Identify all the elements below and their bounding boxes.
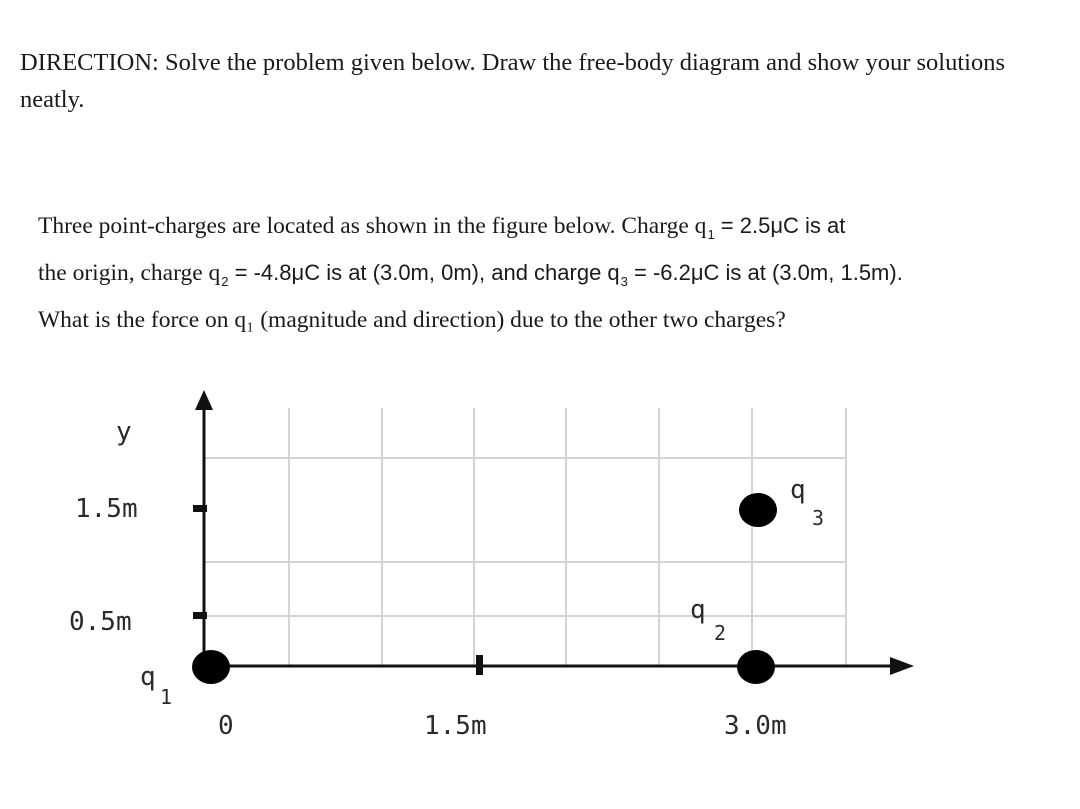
svg-text:q: q [690, 595, 706, 625]
problem-line3: What is the force on q₁ (magnitude and direction) due to the other two charges? [38, 307, 786, 333]
svg-text:3: 3 [812, 506, 825, 530]
direction-instructions: DIRECTION: Solve the problem given below. Draw the free-body diagram and show your solutions neatly. [20, 49, 1006, 113]
problem-line2: the origin, charge $q_2 = -4.8\mu C$ is at (3.0m, 0m), and charge $q_3 = -6.2\mu C$ is at (3.0m, 1.5m). [38, 260, 903, 289]
grid-lines [204, 408, 846, 666]
charge-q1-dot [192, 650, 230, 684]
x-tick-1-5m [476, 655, 483, 675]
charge-q2-dot [737, 650, 775, 684]
charge-q1-label [140, 662, 172, 709]
charge-q3-label [790, 475, 824, 530]
y-tick-0-5m [193, 612, 207, 619]
svg-text:1: 1 [160, 685, 173, 709]
y-tick-label-0-5m: 0.5m [69, 607, 132, 637]
y-axis-arrow [195, 390, 213, 410]
y-axis-label: y [116, 417, 132, 447]
charge-q3-dot [739, 493, 777, 527]
svg-text:q: q [790, 475, 806, 505]
x-axis-arrow [890, 657, 914, 675]
x-tick-label-0: 0 [218, 711, 234, 741]
svg-text:2: 2 [714, 621, 727, 645]
y-tick-label-1-5m: 1.5m [75, 494, 138, 524]
x-tick-label-1-5m: 1.5m [424, 711, 487, 741]
svg-text:q: q [140, 662, 156, 692]
charge-q2-label [690, 595, 726, 645]
problem-statement [38, 204, 1068, 342]
charge-diagram [0, 380, 1080, 780]
problem-line1: Three point-charges are located as shown in the figure below. Charge $q_1 = 2.5\mu C$ is at [38, 213, 846, 242]
y-tick-1-5m [193, 505, 207, 512]
x-tick-label-3-0m: 3.0m [724, 711, 787, 741]
